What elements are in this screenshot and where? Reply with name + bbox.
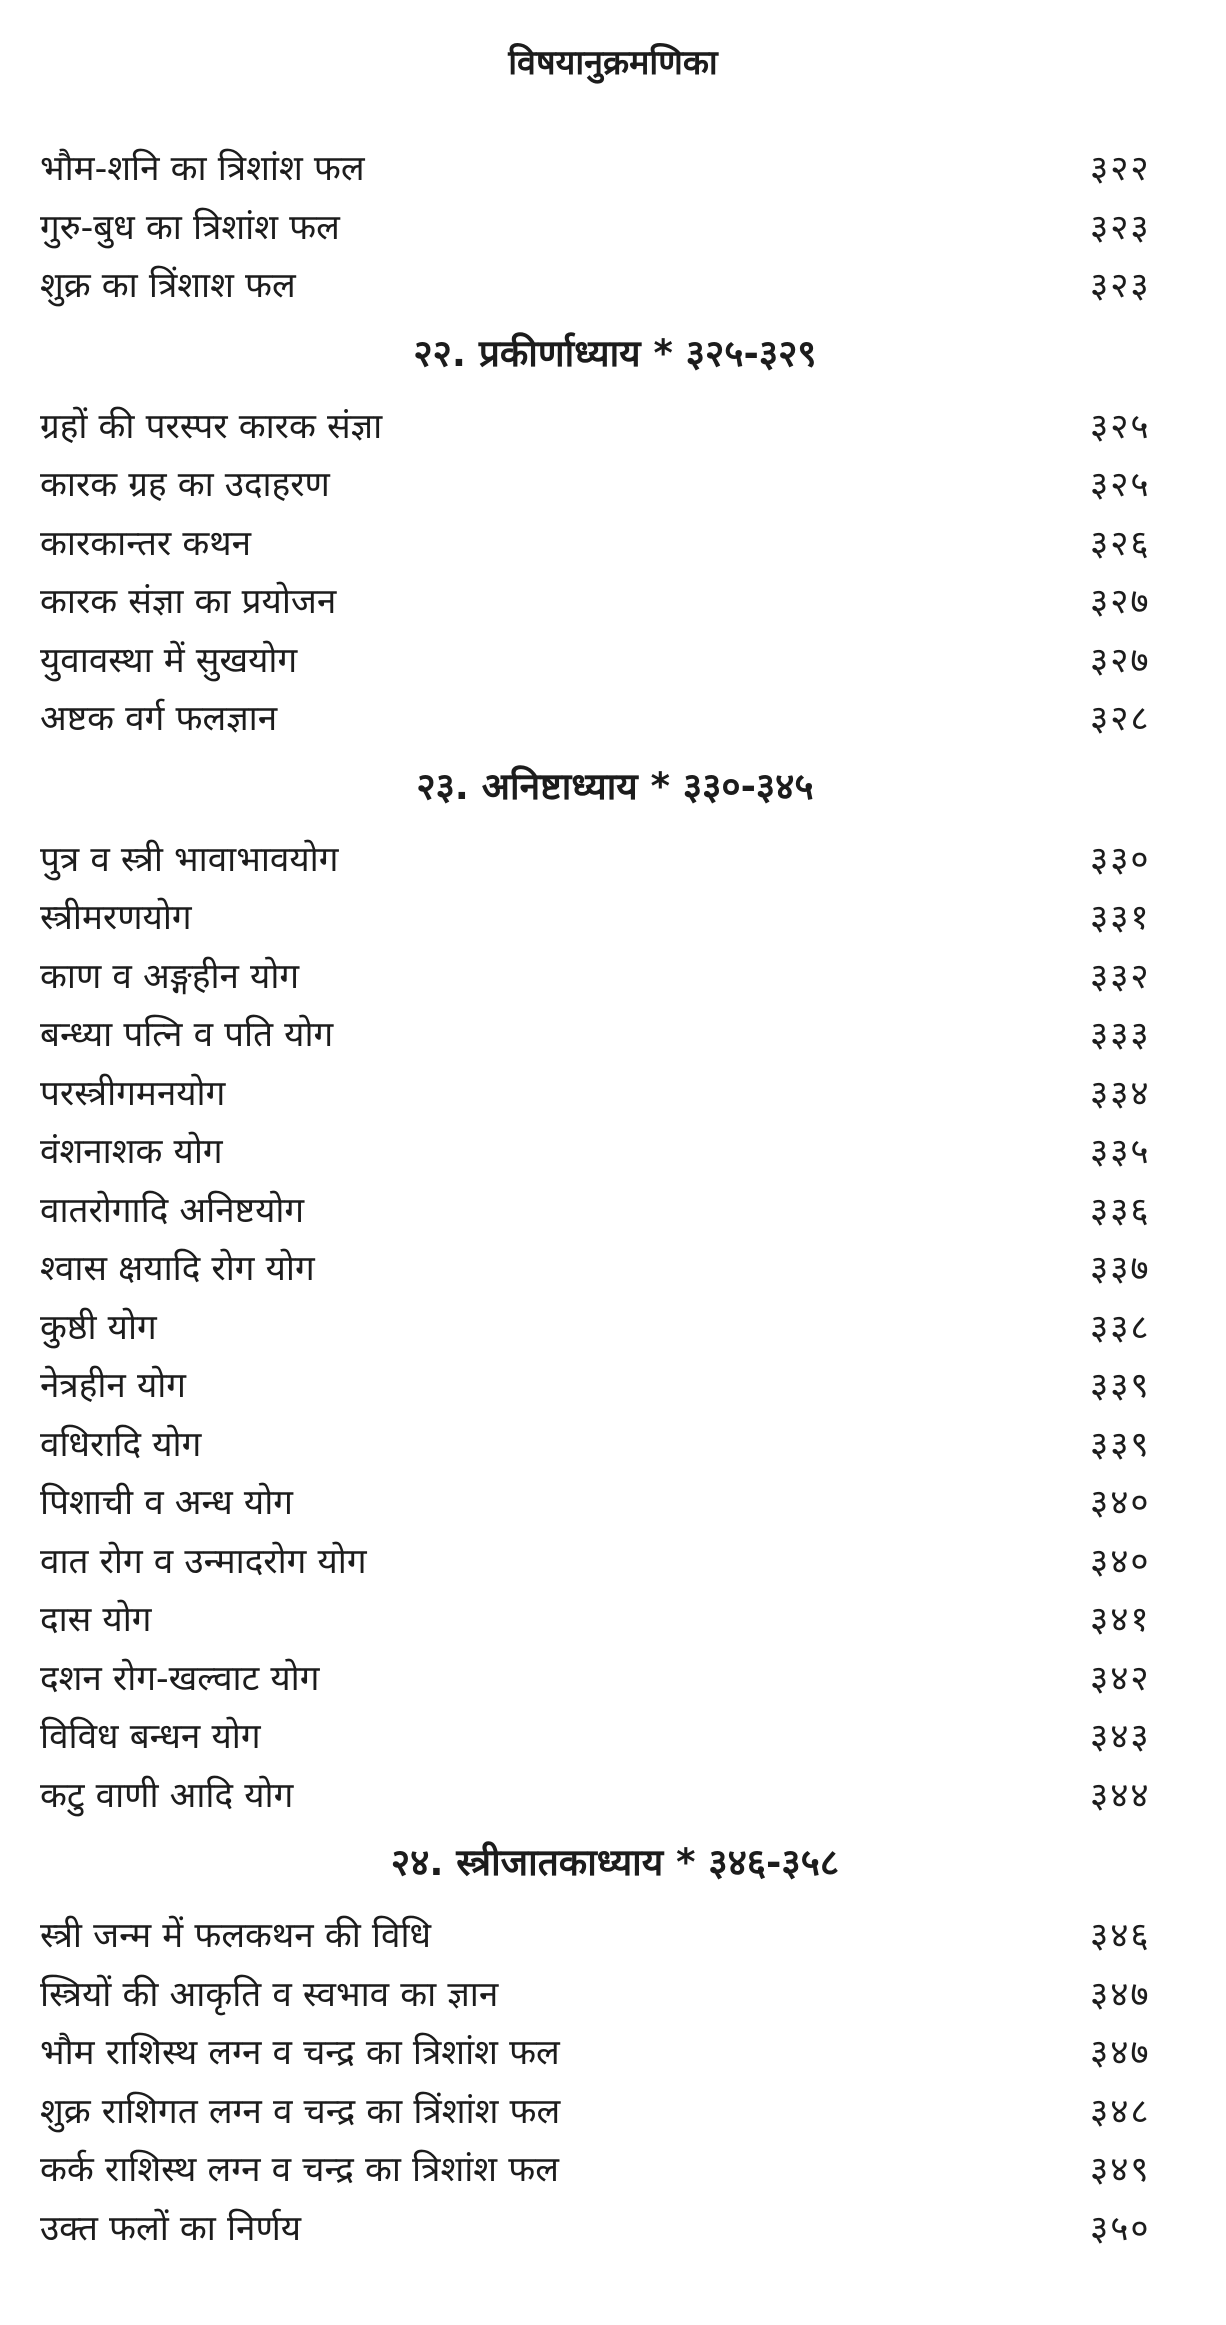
- toc-entry: [40, 2141, 1190, 2200]
- entry-topic: वधिरादि योग: [40, 1424, 202, 1465]
- toc-entry: [40, 1357, 1190, 1416]
- entry-page-number: ३४७: [1090, 1974, 1151, 2015]
- entry-page-number: ३४१: [1090, 1600, 1151, 1641]
- entry-page-number: ३३२: [1090, 956, 1151, 997]
- toc-group: [40, 749, 1190, 1826]
- entry-topic: दशन रोग-खल्वाट योग: [40, 1658, 320, 1699]
- toc-entry: [40, 1416, 1190, 1475]
- entry-topic: अष्टक वर्ग फलज्ञान: [40, 699, 278, 740]
- entry-page-number: ३३७: [1090, 1249, 1151, 1290]
- entry-topic: कुष्ठी योग: [40, 1307, 157, 1348]
- entry-page-number: ३२२: [1090, 149, 1151, 190]
- entry-page-number: ३४४: [1090, 1775, 1151, 1816]
- entry-page-number: ३३९: [1090, 1366, 1151, 1407]
- entry-page-number: ३२८: [1090, 699, 1151, 740]
- entry-page-number: ३२५: [1090, 406, 1151, 447]
- toc-entry: [40, 1708, 1190, 1767]
- toc-entry: [40, 1065, 1190, 1124]
- toc-entry: [40, 2083, 1190, 2142]
- toc-entry: [40, 2200, 1190, 2259]
- toc-entry: [40, 1650, 1190, 1709]
- toc-entry: [40, 1591, 1190, 1650]
- entry-topic: वातरोगादि अनिष्टयोग: [40, 1190, 305, 1231]
- entry-topic: बन्ध्या पत्नि व पति योग: [40, 1015, 334, 1056]
- toc-entry: [40, 456, 1190, 515]
- toc-entry: [40, 2024, 1190, 2083]
- entry-topic: शुक्र राशिगत लग्न व चन्द्र का त्रिंशांश फल: [40, 2091, 561, 2132]
- toc-entry: [40, 1240, 1190, 1299]
- toc-entry: [40, 199, 1190, 258]
- chapter-heading: २४. स्त्रीजातकाध्याय * ३४६-३५८: [390, 1841, 840, 1884]
- entry-topic: स्त्रीमरणयोग: [40, 898, 192, 939]
- entry-topic: नेत्रहीन योग: [40, 1366, 187, 1407]
- entry-page-number: ३२५: [1090, 465, 1151, 506]
- entry-page-number: ३३१: [1090, 898, 1151, 939]
- entry-topic: कारक ग्रह का उदाहरण: [40, 465, 330, 506]
- entry-topic: वात रोग व उन्मादरोग योग: [40, 1541, 367, 1582]
- toc-group: [40, 140, 1190, 316]
- toc-entry: [40, 398, 1190, 457]
- table-of-contents: [40, 140, 1190, 2258]
- entry-topic: शुक्र का त्रिंशाश फल: [40, 266, 296, 307]
- entry-topic: परस्त्रीगमनयोग: [40, 1073, 226, 1114]
- toc-entry: [40, 257, 1190, 316]
- toc-entry: [40, 632, 1190, 691]
- entry-page-number: ३३८: [1090, 1307, 1151, 1348]
- entry-page-number: ३३९: [1090, 1424, 1151, 1465]
- toc-entry: [40, 1006, 1190, 1065]
- toc-entry: [40, 140, 1190, 199]
- toc-group: [40, 316, 1190, 749]
- entry-topic: भौम-शनि का त्रिशांश फल: [40, 149, 365, 190]
- entry-page-number: ३३६: [1090, 1190, 1151, 1231]
- toc-group: [40, 1825, 1190, 2258]
- entry-page-number: ३३३: [1090, 1015, 1151, 1056]
- toc-entry: [40, 1907, 1190, 1966]
- entry-topic: विविध बन्धन योग: [40, 1717, 261, 1758]
- entry-topic: स्त्री जन्म में फलकथन की विधि: [40, 1916, 432, 1957]
- entry-page-number: ३४०: [1090, 1483, 1151, 1524]
- entry-page-number: ३४७: [1090, 2033, 1151, 2074]
- entry-page-number: ३३५: [1090, 1132, 1151, 1173]
- toc-entry: [40, 1123, 1190, 1182]
- entry-page-number: ३२३: [1090, 207, 1151, 248]
- entry-topic: गुरु-बुध का त्रिशांश फल: [40, 207, 340, 248]
- chapter-heading: २३. अनिष्टाध्याय * ३३०-३४५: [416, 764, 814, 808]
- entry-topic: पुत्र व स्त्री भावाभावयोग: [40, 839, 339, 880]
- entry-topic: कर्क राशिस्थ लग्न व चन्द्र का त्रिशांश फल: [40, 2150, 559, 2191]
- entry-topic: ग्रहों की परस्पर कारक संज्ञा: [40, 406, 383, 447]
- entry-page-number: ३३४: [1090, 1073, 1151, 1114]
- toc-entry: [40, 1767, 1190, 1826]
- entry-page-number: ३२७: [1090, 640, 1151, 681]
- entry-topic: काण व अङ्गहीन योग: [40, 956, 300, 997]
- entry-topic: भौम राशिस्थ लग्न व चन्द्र का त्रिशांश फल: [40, 2033, 560, 2074]
- toc-entry: [40, 1533, 1190, 1592]
- entry-page-number: ३४८: [1090, 2091, 1151, 2132]
- toc-entry: [40, 948, 1190, 1007]
- entry-topic: कटु वाणी आदि योग: [40, 1775, 294, 1816]
- entry-topic: पिशाची व अन्ध योग: [40, 1483, 293, 1524]
- entry-topic: युवावस्था में सुखयोग: [40, 640, 298, 681]
- entry-page-number: ३२६: [1090, 523, 1151, 564]
- entry-page-number: ३३०: [1090, 839, 1151, 880]
- toc-entry: [40, 889, 1190, 948]
- toc-entry: [40, 831, 1190, 890]
- entry-page-number: ३२३: [1090, 266, 1151, 307]
- entry-page-number: ३४३: [1090, 1717, 1151, 1758]
- entry-page-number: ३४०: [1090, 1541, 1151, 1582]
- toc-entry: [40, 1182, 1190, 1241]
- entry-topic: श्वास क्षयादि रोग योग: [40, 1249, 315, 1290]
- entry-page-number: ३४२: [1090, 1658, 1151, 1699]
- entry-topic: वंशनाशक योग: [40, 1132, 223, 1173]
- entry-page-number: ३४९: [1090, 2150, 1151, 2191]
- toc-entry: [40, 1474, 1190, 1533]
- entry-topic: स्त्रियों की आकृति व स्वभाव का ज्ञान: [40, 1974, 499, 2015]
- toc-entry: [40, 1299, 1190, 1358]
- entry-page-number: ३५०: [1090, 2208, 1151, 2249]
- entry-topic: दास योग: [40, 1600, 152, 1641]
- page-title: विषयानुक्रमणिका: [508, 43, 718, 83]
- toc-entry: [40, 515, 1190, 574]
- chapter-heading: २२. प्रकीर्णाध्याय * ३२५-३२९: [413, 331, 817, 375]
- entry-topic: कारक संज्ञा का प्रयोजन: [40, 582, 337, 623]
- entry-page-number: ३२७: [1090, 582, 1151, 623]
- toc-entry: [40, 1966, 1190, 2025]
- toc-entry: [40, 690, 1190, 749]
- toc-entry: [40, 573, 1190, 632]
- entry-page-number: ३४६: [1090, 1916, 1151, 1957]
- entry-topic: उक्त फलों का निर्णय: [40, 2208, 302, 2249]
- entry-topic: कारकान्तर कथन: [40, 523, 252, 564]
